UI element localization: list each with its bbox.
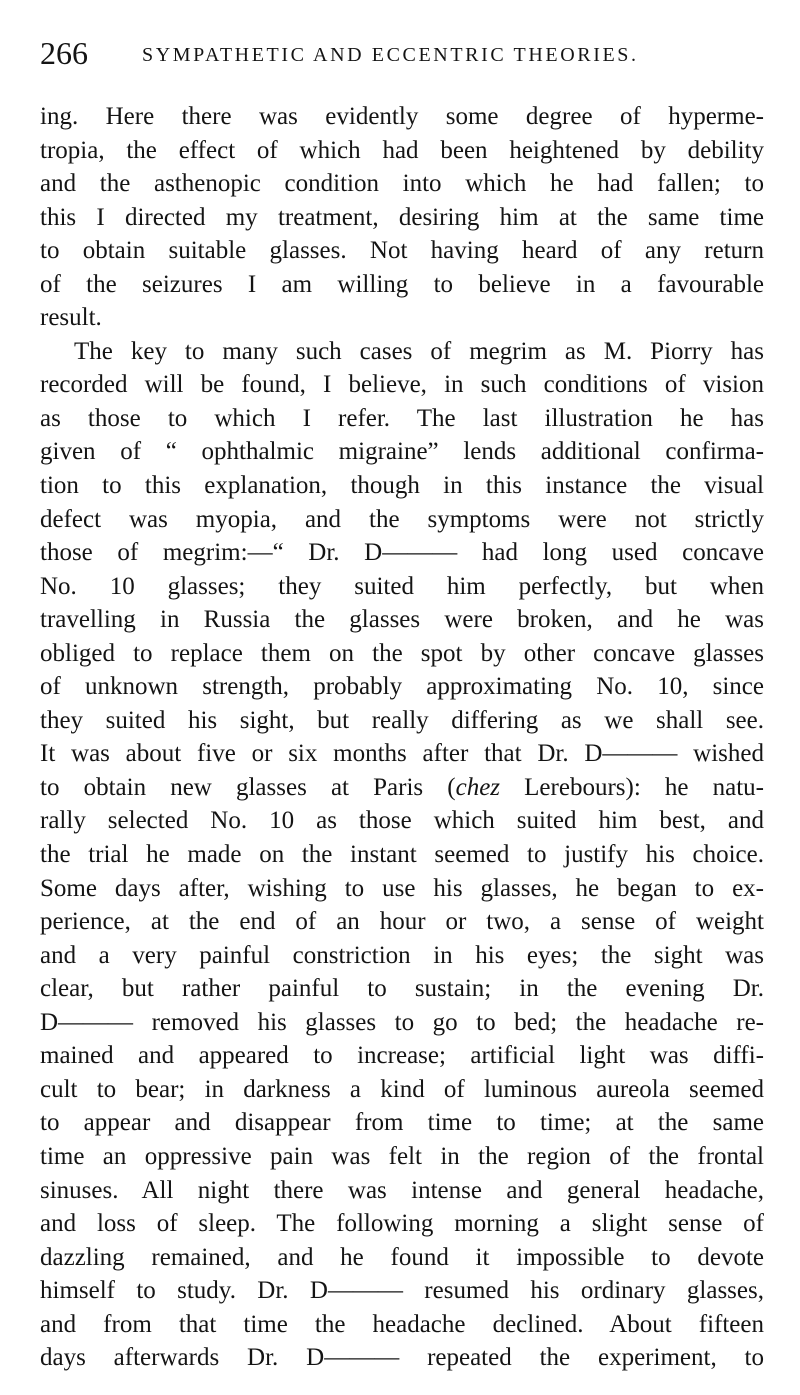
text-line: Some days after, wishing to use his glasses, he began to ex- bbox=[40, 874, 764, 902]
text-line: ing. Here there was evidently some degree of hyperme- bbox=[40, 103, 764, 130]
text-line: It was about five or six months after that Dr. D——— wished bbox=[40, 740, 764, 768]
text-line: clear, but rather painful to sustain; in the evening Dr. bbox=[40, 975, 764, 1003]
text-line: himself to study. Dr. D——— resumed his ordinary glasses, bbox=[40, 1277, 764, 1305]
page-number: 266 bbox=[40, 35, 88, 71]
text-line: and the asthenopic condition into which he had fallen; to bbox=[40, 170, 764, 198]
text-line: to obtain suitable glasses. Not having heard of any return bbox=[40, 237, 764, 265]
text-line: and a very painful constriction in his eyes; the sight was bbox=[40, 941, 764, 969]
text-line: to appear and disappear from time to time; at the same bbox=[40, 1109, 764, 1137]
italic-word: chez bbox=[455, 773, 501, 801]
text-line: days afterwards Dr. D——— repeated the experiment, to bbox=[40, 1344, 764, 1372]
paragraph-end-line: result. bbox=[40, 304, 102, 332]
text-line: dazzling remained, and he found it impossible to devote bbox=[40, 1243, 764, 1271]
text-line: this I directed my treatment, desiring him at the same time bbox=[40, 203, 764, 231]
text-line: No. 10 glasses; they suited him perfectly, but when bbox=[40, 572, 764, 600]
text-line: D——— removed his glasses to go to bed; the headache re- bbox=[40, 1008, 764, 1036]
text-line: the trial he made on the instant seemed to justify his choice. bbox=[40, 841, 764, 869]
text-line: and from that time the headache declined. About fifteen bbox=[40, 1310, 764, 1338]
text-line: time an oppressive pain was felt in the region of the frontal bbox=[40, 1142, 764, 1170]
text-line: they suited his sight, but really differing as we shall see. bbox=[40, 706, 764, 734]
text-line: defect was myopia, and the symptoms were not strictly bbox=[40, 505, 764, 533]
text-line: sinuses. All night there was intense and general headache, bbox=[40, 1176, 764, 1204]
text-line: of unknown strength, probably approximating No. 10, since bbox=[40, 673, 764, 701]
text-line: given of “ ophthalmic migraine” lends additional confirma- bbox=[40, 438, 764, 466]
text-line: as those to which I refer. The last illustration he has bbox=[40, 404, 764, 432]
text-line: and loss of sleep. The following morning a slight sense of bbox=[40, 1210, 764, 1238]
text-line: rally selected No. 10 as those which suited him best, and bbox=[40, 807, 764, 835]
running-head bbox=[40, 30, 764, 76]
text-line: perience, at the end of an hour or two, a sense of weight bbox=[40, 908, 764, 936]
text-line: those of megrim:—“ Dr. D——— had long used concave bbox=[40, 539, 764, 567]
text-segment: Lerebours): he natu- bbox=[500, 773, 764, 801]
text-line: tion to this explanation, though in this instance the visual bbox=[40, 472, 764, 500]
text-line-with-italic bbox=[40, 771, 764, 805]
paragraph-start-line: The key to many such cases of megrim as M. Piorry has bbox=[74, 337, 764, 365]
text-line: cult to bear; in darkness a kind of luminous aureola seemed bbox=[40, 1075, 764, 1103]
body-text bbox=[40, 100, 764, 1375]
text-line: travelling in Russia the glasses were broken, and he was bbox=[40, 606, 764, 634]
text-line: of the seizures I am willing to believe in a favourable bbox=[40, 270, 764, 298]
text-line: obliged to replace them on the spot by other concave glasses bbox=[40, 639, 764, 667]
text-line: mained and appeared to increase; artificial light was diffi- bbox=[40, 1042, 764, 1070]
text-segment: to obtain new glasses at Paris ( bbox=[40, 773, 456, 801]
text-line: tropia, the effect of which had been heightened by debility bbox=[40, 136, 764, 164]
text-line: recorded will be found, I believe, in such conditions of vision bbox=[40, 371, 764, 399]
running-title: SYMPATHETIC AND ECCENTRIC THEORIES. bbox=[142, 44, 639, 66]
